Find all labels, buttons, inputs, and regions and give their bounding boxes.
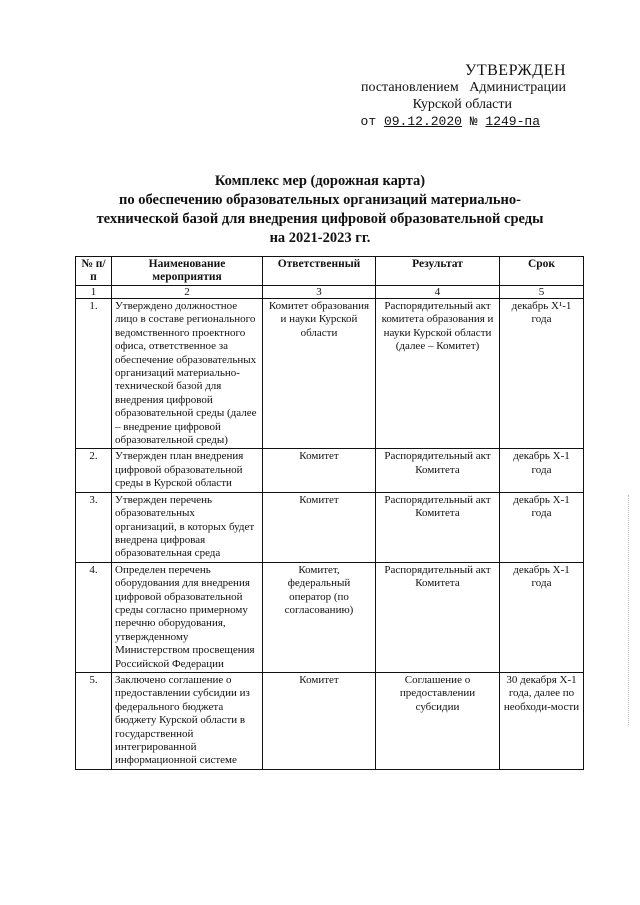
col-number: 3 bbox=[263, 286, 376, 299]
row-result: Соглашение о предоставлении субсидии bbox=[376, 672, 500, 769]
table-row bbox=[76, 492, 584, 562]
approval-region: Курской области bbox=[412, 97, 512, 112]
row-result: Распорядительный акт комитета образования и науки Курской области (далее – Комитет) bbox=[376, 299, 500, 449]
table-header-row bbox=[76, 257, 584, 286]
row-responsible: Комитет bbox=[263, 449, 376, 492]
approval-number: 1249-па bbox=[485, 114, 540, 129]
date-prefix: от bbox=[360, 114, 377, 129]
row-result: Распорядительный акт Комитета bbox=[376, 492, 500, 562]
table-row bbox=[76, 672, 584, 769]
table-row bbox=[76, 562, 584, 672]
row-num: 4. bbox=[76, 562, 112, 672]
column-number-row bbox=[76, 286, 584, 299]
row-term: 30 декабря X-1 года, далее по необходи-мости bbox=[500, 672, 584, 769]
col-number: 1 bbox=[76, 286, 112, 299]
row-num: 1. bbox=[76, 299, 112, 449]
document-title bbox=[70, 172, 570, 248]
row-term: декабрь X¹-1 года bbox=[500, 299, 584, 449]
row-responsible: Комитет, федеральный оператор (по согласованию) bbox=[263, 562, 376, 672]
approval-stamp bbox=[330, 62, 580, 130]
col-number: 4 bbox=[376, 286, 500, 299]
col-number: 2 bbox=[112, 286, 263, 299]
row-term: декабрь X-1 года bbox=[500, 449, 584, 492]
row-name: Утверждено должностное лицо в составе регионального ведомственного проектного офиса, ответственное за обеспечение образовательных организаций материально-технической базой для внедрения цифровой образовательной среды (далее – внедрение цифровой образовательной среды) bbox=[112, 299, 263, 449]
approval-date-number bbox=[330, 113, 540, 130]
header-term: Срок bbox=[500, 257, 584, 286]
table-row bbox=[76, 299, 584, 449]
title-line-4: на 2021-2023 гг. bbox=[269, 230, 371, 246]
row-name: Утвержден план внедрения цифровой образовательной среды в Курской области bbox=[112, 449, 263, 492]
header-name: Наименование мероприятия bbox=[112, 257, 263, 286]
title-line-3: технической базой для внедрения цифровой образовательной среды bbox=[96, 211, 544, 227]
table-row bbox=[76, 449, 584, 492]
number-prefix: № bbox=[469, 114, 478, 129]
approval-date: 09.12.2020 bbox=[383, 114, 462, 129]
header-result: Результат bbox=[376, 257, 500, 286]
row-responsible: Комитет bbox=[263, 672, 376, 769]
scan-edge-mark bbox=[628, 495, 637, 725]
row-name: Заключено соглашение о предоставлении субсидии из федерального бюджета бюджету Курской области в государственной интегрированной информационной системе bbox=[112, 672, 263, 769]
row-result: Распорядительный акт Комитета bbox=[376, 562, 500, 672]
title-line-2: по обеспечению образовательных организаций материально- bbox=[119, 192, 521, 208]
approval-heading: УТВЕРЖДЕН bbox=[465, 62, 566, 79]
row-result: Распорядительный акт Комитета bbox=[376, 449, 500, 492]
row-name: Утвержден перечень образовательных организаций, в которых будет внедрена цифровая образовательная среда bbox=[112, 492, 263, 562]
row-responsible: Комитет bbox=[263, 492, 376, 562]
row-num: 2. bbox=[76, 449, 112, 492]
approval-resolution: постановлением Администрации bbox=[361, 80, 566, 95]
row-term: декабрь X-1 года bbox=[500, 562, 584, 672]
header-responsible: Ответственный bbox=[263, 257, 376, 286]
row-num: 3. bbox=[76, 492, 112, 562]
title-line-1: Комплекс мер (дорожная карта) bbox=[214, 173, 426, 189]
col-number: 5 bbox=[500, 286, 584, 299]
roadmap-table bbox=[75, 256, 584, 770]
row-name: Определен перечень оборудования для внедрения цифровой образовательной среды согласно примерному перечню оборудования, утвержденному Министерством просвещения Российской Федерации bbox=[112, 562, 263, 672]
row-term: декабрь X-1 года bbox=[500, 492, 584, 562]
header-num: № п/п bbox=[76, 257, 112, 286]
row-responsible: Комитет образования и науки Курской области bbox=[263, 299, 376, 449]
row-num: 5. bbox=[76, 672, 112, 769]
